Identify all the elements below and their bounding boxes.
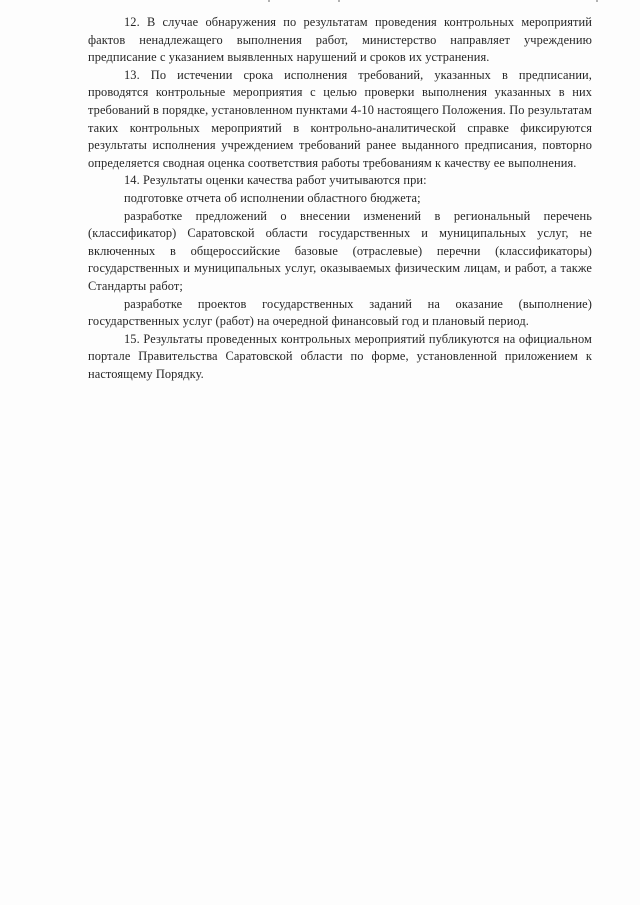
document-body — [88, 14, 592, 383]
paragraph-13: 13. По истечении срока исполнения требований, указанных в предписании, проводятся контрольные мероприятия с целью проверки выполнения указанных в них требований в порядке, установленном пунктами 4-10 настоящего Положения. По результатам таких контрольных мероприятий в контрольно-аналитической справке фиксируются результаты исполнения учреждением требований ранее выданного предписания, повторно определяется сводная оценка соответствия работы требованиям к качеству ее выполнения. — [88, 67, 592, 170]
scan-speck — [596, 0, 598, 2]
paragraph-15: 15. Результаты проведенных контрольных мероприятий публикуются на официальном портале Правительства Саратовской области по форме, установленной приложением к настоящему Порядку. — [88, 331, 592, 381]
scan-speck — [338, 0, 340, 2]
paragraph-14-item-budget-report: подготовке отчета об исполнении областного бюджета; — [124, 190, 421, 205]
paragraph-14: 14. Результаты оценки качества работ учитываются при: — [124, 173, 427, 188]
scan-speck — [268, 0, 270, 2]
paragraph-14-item-state-assignments: разработке проектов государственных заданий на оказание (выполнение) государственных услуг (работ) на очередной финансовый год и плановый период. — [88, 296, 592, 329]
paragraph-12: 12. В случае обнаружения по результатам проведения контрольных мероприятий фактов ненадлежащего выполнения работ, министерство направляет учреждению предписание с указанием выявленных нарушений и сроков их устранения. — [88, 15, 592, 65]
paragraph-14-item-classifier-changes: разработке предложений о внесении изменений в региональный перечень (классификатор) Саратовской области государственных и муниципальных услуг, не включенных в общероссийские базовые (отраслевые) перечни (классификаторы) государственных и муниципальных услуг, оказываемых физическим лицам, и работ, а также Стандарты работ; — [88, 208, 592, 293]
